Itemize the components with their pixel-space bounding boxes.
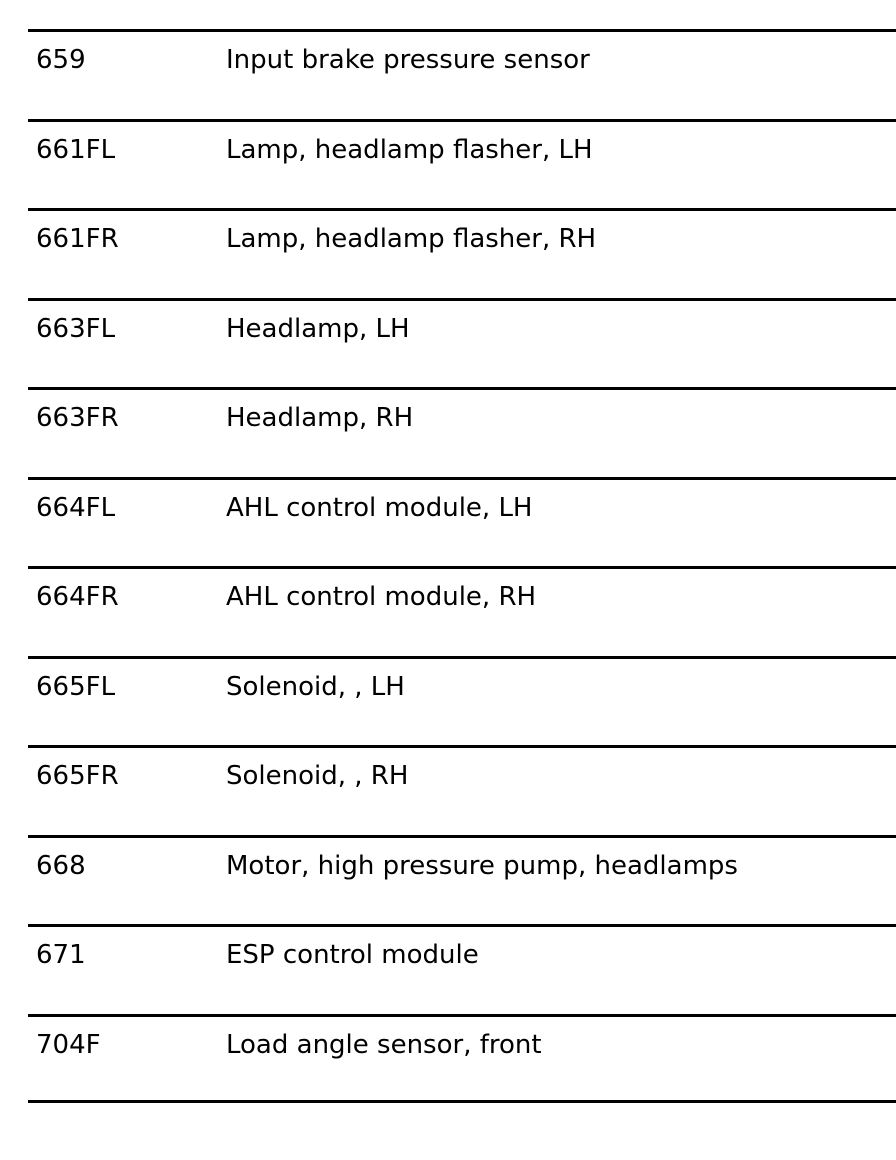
table-row [28,656,896,746]
component-code: 704F [36,1029,101,1060]
component-description: Input brake pressure sensor [226,45,590,75]
table-row [28,745,896,835]
table-row [28,1014,896,1104]
table-row [28,119,896,209]
table-row [28,566,896,656]
component-code: 664FL [36,492,116,523]
component-table [28,29,896,1103]
component-code: 664FR [36,582,119,612]
component-description: Motor, high pressure pump, headlamps [226,850,738,881]
table-row [28,387,896,477]
table-row [28,29,896,119]
component-description: AHL control module, LH [226,492,533,523]
table-row [28,208,896,298]
table-row [28,835,896,925]
component-description: Solenoid, , LH [226,671,405,702]
component-description: Load angle sensor, front [226,1029,542,1060]
component-code: 665FR [36,761,119,791]
table-row [28,477,896,567]
component-description: Headlamp, RH [226,403,414,433]
component-code: 663FL [36,313,116,344]
component-description: Solenoid, , RH [226,761,409,791]
table-row [28,924,896,1014]
component-code: 661FR [36,224,119,254]
component-code: 668 [36,850,86,881]
component-code: 663FR [36,403,119,433]
component-code: 665FL [36,671,116,702]
component-description: ESP control module [226,940,479,970]
component-code: 661FL [36,134,116,165]
table-row [28,298,896,388]
component-description: Lamp, headlamp flasher, LH [226,134,593,165]
component-code: 671 [36,940,86,970]
component-description: Lamp, headlamp flasher, RH [226,224,597,254]
component-description: AHL control module, RH [226,582,537,612]
component-description: Headlamp, LH [226,313,410,344]
component-code: 659 [36,45,86,75]
